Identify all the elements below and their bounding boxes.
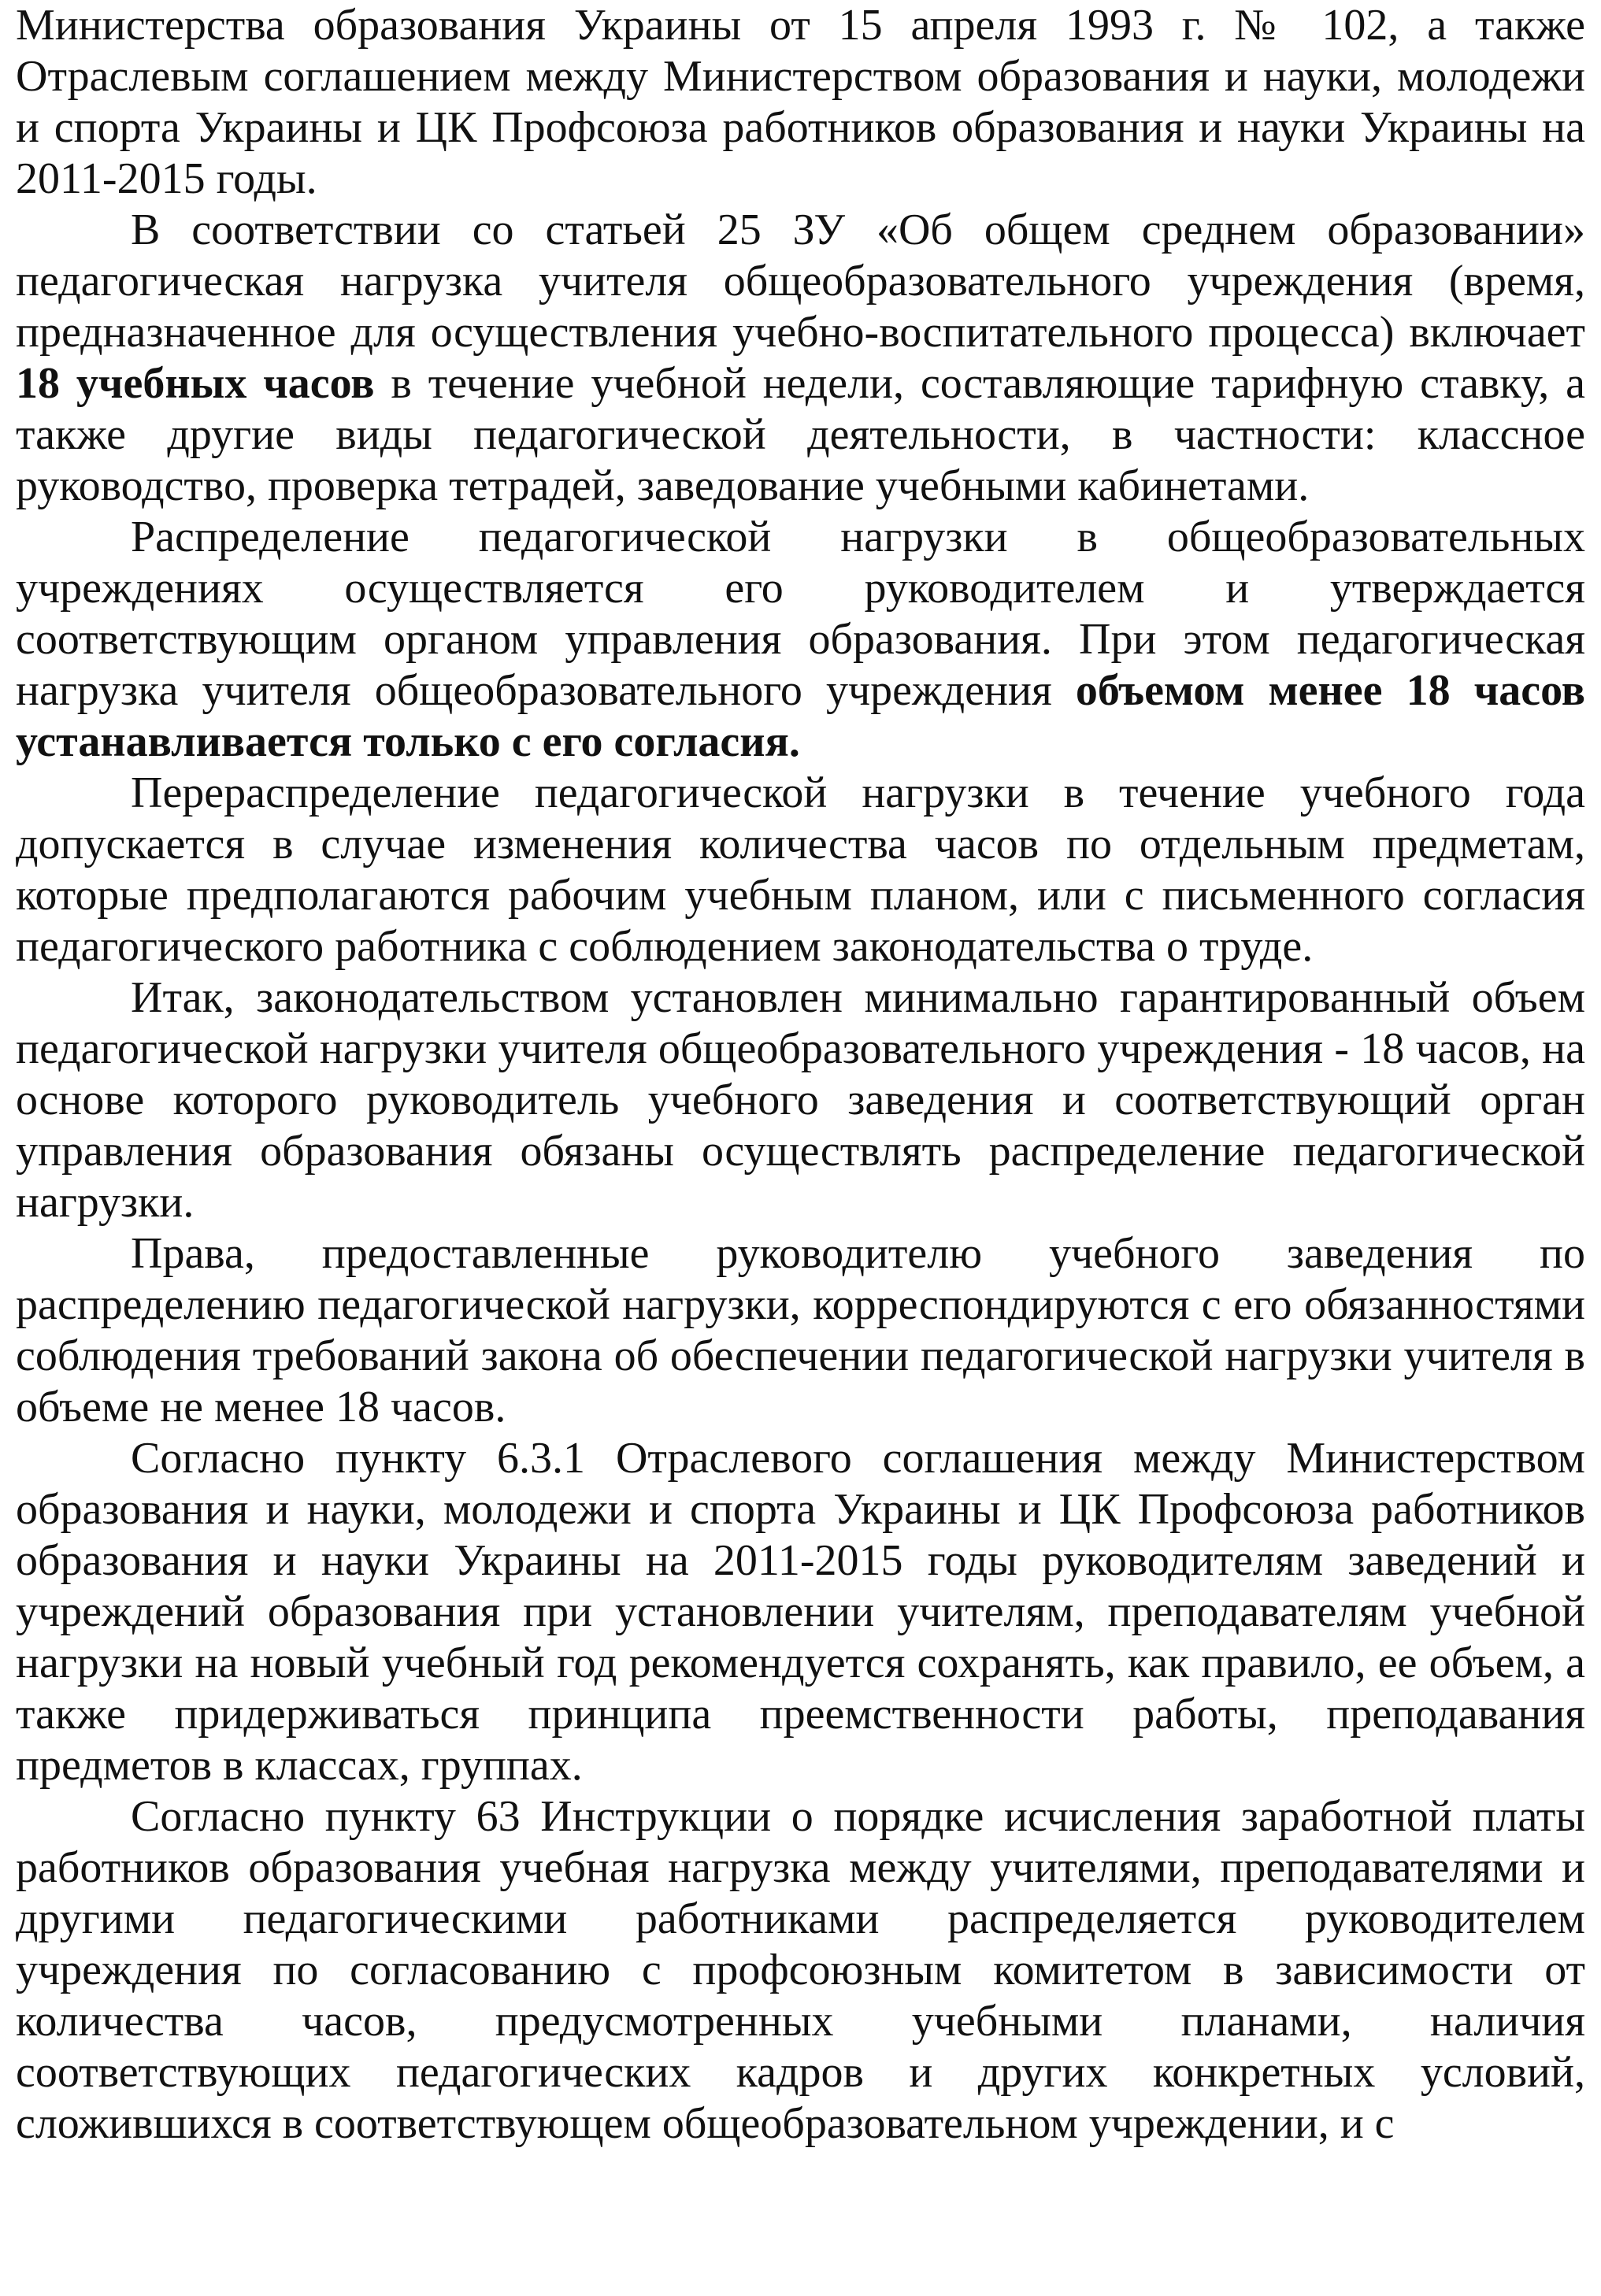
text-segment: Перераспределение педагогической нагрузки в течение учебного года допускается в случае изменения количества часов по отдельным предметам, которые предполагаются рабочим учебным планом, или с письменного согласия педагогического работника с соблюдением законодательства о труде. bbox=[16, 768, 1585, 971]
paragraph-1 bbox=[16, 0, 1585, 205]
text-segment: Согласно пункту 63 Инструкции о порядке исчисления заработной платы работников образования учебная нагрузка между учителями, преподавателями и другими педагогическими работниками распределяется руководителем учреждения по согласованию с профсоюзным комитетом в зависимости от количества часов, предусмотренных учебными планами, наличия соответствующих педагогических кадров и других конкретных условий, сложившихся в соответствующем общеобразовательном учреждении, и с bbox=[16, 1792, 1585, 2148]
paragraph-3 bbox=[16, 512, 1585, 768]
paragraph-4 bbox=[16, 768, 1585, 972]
document-page bbox=[16, 0, 1585, 2296]
text-segment: Права, предоставленные руководителю учебного заведения по распределению педагогической нагрузки, корреспондируются с его обязанностями соблюдения требований закона об обеспечении педагогической нагрузки учителя в объеме не менее 18 часов. bbox=[16, 1229, 1585, 1431]
bold-text-segment: 18 учебных часов bbox=[16, 359, 375, 408]
paragraph-2 bbox=[16, 205, 1585, 512]
text-segment: в течение учебной недели, составляющие тарифную ставку, а также другие виды педагогической деятельности, в частности: классное руководство, проверка тетрадей, заведование учебными кабинетами. bbox=[16, 359, 1585, 510]
paragraph-5 bbox=[16, 972, 1585, 1228]
paragraph-8 bbox=[16, 1791, 1585, 2150]
paragraph-6 bbox=[16, 1228, 1585, 1433]
document-body bbox=[16, 0, 1585, 2150]
bold-text-segment: объемом менее 18 часов устанавливается только с его согласия. bbox=[16, 666, 1585, 766]
text-segment: Итак, законодательством установлен минимально гарантированный объем педагогической нагрузки учителя общеобразовательного учреждения - 18 часов, на основе которого руководитель учебного заведения и соответствующий орган управления образования обязаны осуществлять распределение педагогической нагрузки. bbox=[16, 973, 1585, 1227]
text-segment: В соответствии со статьей 25 ЗУ «Об общем среднем образовании» педагогическая нагрузка учителя общеобразовательного учреждения (время, предназначенное для осуществления учебно-воспитательного процесса) включает bbox=[16, 206, 1585, 357]
paragraph-7 bbox=[16, 1433, 1585, 1791]
text-segment: Министерства образования Украины от 15 апреля 1993 г. № 102, а также Отраслевым соглашением между Министерством образования и науки, молодежи и спорта Украины и ЦК Профсоюза работников образования и науки Украины на 2011-2015 годы. bbox=[16, 1, 1585, 203]
text-segment: Согласно пункту 6.3.1 Отраслевого соглашения между Министерством образования и науки, молодежи и спорта Украины и ЦК Профсоюза работников образования и науки Украины на 2011-2015 годы руководителям заведений и учреждений образования при установлении учителям, преподавателям учебной нагрузки на новый учебный год рекомендуется сохранять, как правило, ее объем, а также придерживаться принципа преемственности работы, преподавания предметов в классах, группах. bbox=[16, 1434, 1585, 1790]
text-segment: Распределение педагогической нагрузки в общеобразовательных учреждениях осуществляется его руководителем и утверждается соответствующим органом управления образования. При этом педагогическая нагрузка учителя общеобразовательного учреждения bbox=[16, 513, 1585, 715]
